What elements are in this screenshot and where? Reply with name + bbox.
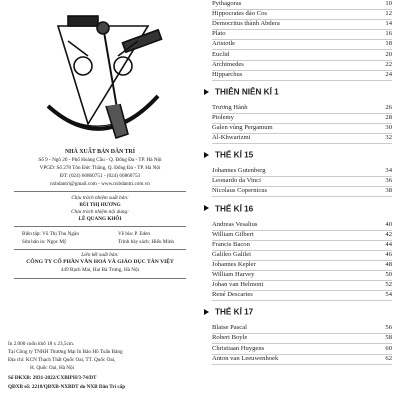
toc-entry-page: 10 bbox=[385, 0, 392, 7]
triangle-bullet-icon bbox=[204, 152, 209, 158]
toc-entry-title: Galileo Galilei bbox=[212, 250, 251, 258]
toc-entry-title: Johan van Helmont bbox=[212, 281, 264, 289]
toc-entry-page: 40 bbox=[385, 220, 392, 228]
toc-entry-page: 42 bbox=[385, 230, 392, 238]
publisher-vpgd: VPGD: Số 278 Tôn Đức Thắng, Q. Đống Đa - TP. Hà Nội bbox=[39, 165, 161, 171]
toc-entry-page: 36 bbox=[385, 177, 392, 185]
toc-entry-page: 54 bbox=[385, 291, 392, 299]
layout-credit: Trình bày sách: Hiếu Minh bbox=[118, 239, 175, 245]
toc-entry-title: Blaise Pascal bbox=[212, 324, 247, 332]
toc-entry-title: Hipparchus bbox=[212, 70, 243, 78]
publish-responsible-label: Chịu trách nhiệm xuất bản: bbox=[71, 195, 129, 201]
toc-entry-title: René Descartes bbox=[212, 291, 253, 299]
toc-entry-page: 60 bbox=[385, 344, 392, 352]
toc-entry-title: William Gilbert bbox=[212, 230, 254, 238]
toc-entry-page: 24 bbox=[385, 70, 392, 78]
print-line-6: QĐXB số: 2218/QĐXB-NXBDT do NXB Dân Trí cấp bbox=[8, 384, 126, 390]
section-heading bbox=[204, 204, 253, 213]
section-heading bbox=[204, 87, 279, 96]
toc-entry-page: 38 bbox=[385, 187, 392, 195]
toc-entry-title: Al-Khwarizmi bbox=[212, 134, 251, 142]
section-title: THẾ KỈ 17 bbox=[215, 307, 254, 317]
print-line-1: In 2.000 cuốn khổ 18 x 23,5cm. bbox=[8, 341, 75, 347]
toc-entry-page: 58 bbox=[385, 334, 392, 342]
divider bbox=[14, 278, 186, 279]
toc-entry-title: Nicolaus Copernicus bbox=[212, 187, 268, 195]
toc-entry bbox=[212, 70, 392, 81]
toc-entry-title: Hippocrates đảo Cos bbox=[212, 10, 267, 18]
toc-entry-title: William Harvey bbox=[212, 271, 255, 278]
content-responsible-label: Chịu trách nhiệm nội dung: bbox=[71, 209, 129, 215]
toc-entry-title: Aristotle bbox=[212, 40, 236, 48]
toc-entry-page: 12 bbox=[385, 10, 392, 18]
toc-entry-page: 30 bbox=[385, 124, 392, 131]
toc-entry-title: Anton van Leeuwenhoek bbox=[212, 354, 279, 362]
print-line-3: Địa chỉ: KCN Thạch Thất Quốc Oai, TT. Quốc Oai, bbox=[8, 357, 116, 363]
print-line-2: Tại Công ty TNHH Thương Mại In Bảo Hồ Tuấn Bảng bbox=[8, 349, 123, 355]
toc-entry-title: Trương Hành bbox=[212, 103, 248, 111]
toc-entry-title: Democritus thành Abdera bbox=[212, 20, 280, 28]
toc-entry-page: 20 bbox=[385, 50, 392, 58]
toc-entry-page: 56 bbox=[385, 324, 392, 332]
partner-name: CÔNG TY CỔ PHẦN VĂN HOÁ VÀ GIÁO DỤC TÂN VIỆT bbox=[26, 259, 174, 265]
publisher-name: NHÀ XUẤT BẢN DÂN TRÍ bbox=[64, 149, 135, 155]
toc-entry bbox=[212, 290, 392, 301]
toc-entry-title: Andreas Vesalius bbox=[212, 220, 258, 228]
triangle-bullet-icon bbox=[204, 89, 209, 95]
print-line-5: Số ĐKXB: 2831-2022/CXBIPH/3-74/DT bbox=[8, 375, 97, 381]
toc-entry-page: 34 bbox=[385, 167, 392, 175]
toc-entry-page: 18 bbox=[385, 40, 392, 48]
toc-entry-page: 50 bbox=[385, 271, 392, 278]
print-line-4: H. Quốc Oai, Hà Nội bbox=[30, 365, 75, 371]
toc-entry-page: 62 bbox=[385, 354, 392, 362]
toc-entry-title: Euclid bbox=[212, 50, 230, 58]
toc-entry bbox=[212, 354, 392, 365]
toc-entry-title: Ptolemy bbox=[212, 113, 234, 121]
toc-entry-title: Leonardo da Vinci bbox=[212, 177, 261, 185]
publisher-contact: nxbdantri@gmail.com - www.nxbdantri.com.vn bbox=[50, 181, 150, 187]
partner-address: 449 Bạch Mai, Hai Bà Trưng, Hà Nội bbox=[60, 267, 140, 273]
partner-label: Liên kết xuất bản: bbox=[81, 252, 119, 258]
toc-entry-page: 44 bbox=[385, 240, 392, 248]
toc-entry-title: Pythagoras bbox=[212, 0, 242, 7]
toc-entry-page: 46 bbox=[385, 250, 392, 258]
toc-entry-title: Plato bbox=[212, 30, 226, 38]
table-of-contents bbox=[200, 0, 400, 400]
toc-entry-title: Galen vùng Pergamum bbox=[212, 124, 273, 131]
section-title: THẾ KỈ 15 bbox=[215, 150, 254, 160]
toc-entry bbox=[212, 133, 392, 144]
toc-entry-page: 26 bbox=[385, 103, 392, 111]
divider bbox=[14, 249, 186, 250]
cover-credit: Vẽ bìa: P. Eden bbox=[118, 231, 150, 237]
toc-entry-page: 32 bbox=[385, 134, 392, 142]
section-heading bbox=[204, 150, 253, 159]
toc-entry-page: 48 bbox=[385, 260, 392, 268]
sextant-illustration bbox=[28, 6, 178, 146]
toc-entry-title: Robert Boyle bbox=[212, 334, 248, 342]
section-title: THẾ KỈ 16 bbox=[215, 203, 254, 213]
toc-entry-page: 16 bbox=[385, 30, 392, 38]
toc-entry-page: 22 bbox=[385, 60, 392, 68]
editor-credit: Biên tập: Vũ Thị Thu Ngân bbox=[22, 231, 79, 237]
toc-entry-title: Francis Bacon bbox=[212, 240, 250, 248]
section-title: THIÊN NIÊN KỈ 1 bbox=[215, 87, 279, 97]
content-responsible-name: LÊ QUANG KHÔI bbox=[78, 216, 122, 222]
toc-entry-title: Archimedes bbox=[212, 60, 244, 68]
toc-entry bbox=[212, 186, 392, 197]
divider bbox=[14, 226, 186, 227]
toc-entry-title: Johannes Gutenberg bbox=[212, 167, 266, 175]
divider bbox=[14, 191, 186, 192]
section-heading bbox=[204, 307, 253, 316]
publisher-phone: ĐT: (024) 66860751 - (024) 66860753 bbox=[59, 173, 141, 179]
toc-entry-title: Johannes Kepler bbox=[212, 260, 256, 268]
proof-credit: Sửa bản in: Ngọc Mỹ bbox=[22, 239, 67, 245]
triangle-bullet-icon bbox=[204, 309, 209, 315]
toc-entry-page: 28 bbox=[385, 113, 392, 121]
publisher-address: Số 9 - Ngõ 26 - Phố Hoàng Cầu - Q. Đống Đa - TP. Hà Nội bbox=[38, 157, 162, 163]
toc-entry-title: Christiaan Huygens bbox=[212, 344, 265, 352]
publish-responsible-name: BÙI THỊ HƯƠNG bbox=[79, 202, 121, 208]
toc-entry-page: 14 bbox=[385, 20, 392, 28]
triangle-bullet-icon bbox=[204, 205, 209, 211]
toc-entry-page: 52 bbox=[385, 281, 392, 289]
